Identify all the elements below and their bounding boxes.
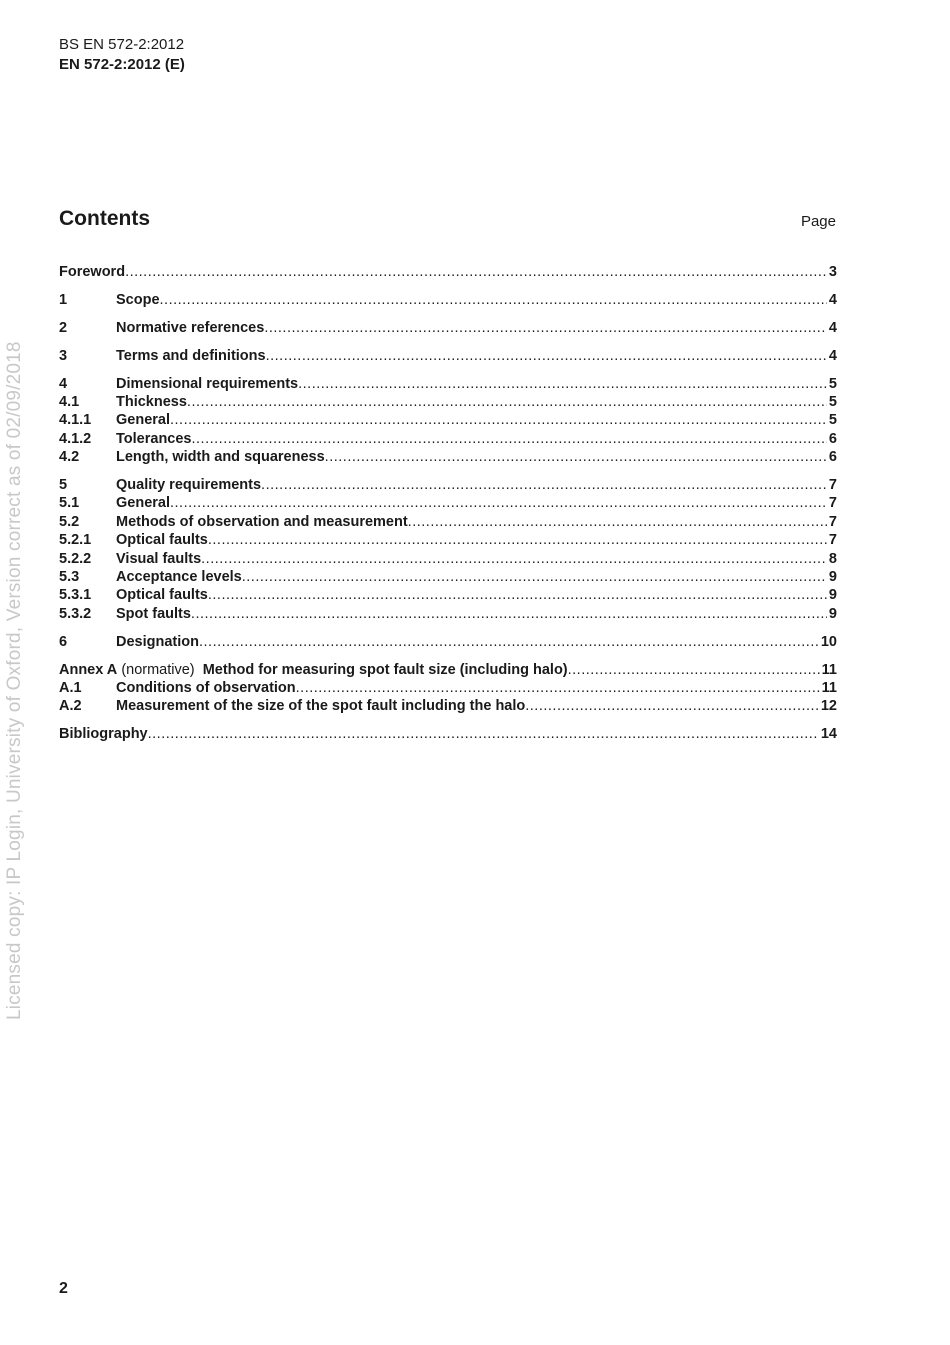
toc-leader bbox=[170, 495, 827, 511]
toc-entry-title: Tolerances bbox=[116, 430, 192, 447]
toc-entry-number: 4.1 bbox=[59, 393, 80, 410]
toc-entry-optical-faults-5-2-1[interactable] bbox=[59, 532, 837, 550]
toc-entry-number: 5.2.1 bbox=[59, 532, 92, 549]
toc-entry-number: 5.3 bbox=[59, 568, 80, 585]
toc-entry-page: 6 bbox=[828, 449, 837, 466]
toc-entry-page: 4 bbox=[828, 291, 837, 308]
toc-entry-scope[interactable] bbox=[59, 292, 837, 310]
document-code-en: EN 572-2:2012 (E) bbox=[59, 56, 185, 73]
toc-entry-page: 5 bbox=[828, 393, 837, 410]
toc-leader bbox=[525, 698, 819, 714]
toc-leader bbox=[296, 680, 820, 696]
toc-entry-number: 5.3.2 bbox=[59, 605, 92, 622]
toc-leader bbox=[298, 376, 827, 392]
toc-entry-title: Optical faults bbox=[116, 587, 208, 604]
toc-entry-number: 5.1 bbox=[59, 495, 80, 512]
toc-entry-title: Bibliography bbox=[59, 726, 148, 743]
toc-entry-page: 5 bbox=[828, 412, 837, 429]
contents-title: Contents bbox=[59, 207, 150, 230]
toc-leader bbox=[208, 587, 827, 603]
toc-entry-page: 14 bbox=[820, 726, 837, 743]
toc-entry-conditions-of-observation[interactable] bbox=[59, 680, 837, 698]
page-number: 2 bbox=[59, 1280, 68, 1297]
toc-entry-title: General bbox=[116, 495, 170, 512]
toc-entry-methods-of-observation[interactable] bbox=[59, 514, 837, 532]
toc-entry-visual-faults[interactable] bbox=[59, 551, 837, 569]
toc-entry-title: Spot faults bbox=[116, 605, 191, 622]
toc-entry-page: 7 bbox=[828, 513, 837, 530]
toc-entry-number: 4.1.2 bbox=[59, 430, 92, 447]
toc-leader bbox=[266, 348, 827, 364]
toc-entry-number: 2 bbox=[59, 319, 68, 336]
toc-leader bbox=[568, 662, 820, 678]
toc-entry-number: 6 bbox=[59, 633, 68, 650]
toc-leader bbox=[201, 551, 827, 567]
toc-entry-quality-requirements[interactable] bbox=[59, 477, 837, 495]
toc-entry-measurement-spot-fault[interactable] bbox=[59, 698, 837, 716]
toc-entry-page: 7 bbox=[828, 532, 837, 549]
toc-entry-title: Visual faults bbox=[116, 550, 202, 567]
toc-entry-dimensional-requirements[interactable] bbox=[59, 376, 837, 394]
toc-entry-title: Quality requirements bbox=[116, 477, 262, 494]
toc-entry-page: 11 bbox=[821, 661, 837, 678]
toc-entry-number: 4.1.1 bbox=[59, 412, 92, 429]
toc-entry-page: 4 bbox=[828, 319, 837, 336]
toc-entry-title: Acceptance levels bbox=[116, 568, 242, 585]
toc-leader bbox=[125, 264, 827, 280]
toc-leader bbox=[242, 569, 827, 585]
toc-entry-acceptance-levels[interactable] bbox=[59, 569, 837, 587]
toc-entry-page: 4 bbox=[828, 347, 837, 364]
license-watermark: Licensed copy: IP Login, University of Oxford, Version correct as of 02/09/2018 bbox=[4, 341, 25, 1020]
toc-entry-page: 3 bbox=[828, 264, 837, 280]
toc-entry-title: Optical faults bbox=[116, 532, 208, 549]
toc-leader bbox=[160, 292, 827, 308]
toc-entry-page: 9 bbox=[828, 587, 837, 604]
table-of-contents bbox=[59, 264, 837, 745]
toc-entry-page: 9 bbox=[828, 568, 837, 585]
toc-leader bbox=[187, 394, 827, 410]
annex-label: Annex A bbox=[59, 661, 118, 678]
toc-entry-page: 7 bbox=[828, 495, 837, 512]
toc-entry-page: 7 bbox=[828, 477, 837, 494]
toc-entry-optical-faults-5-3-1[interactable] bbox=[59, 587, 837, 605]
toc-entry-number: 1 bbox=[59, 291, 68, 308]
toc-entry-title: Terms and definitions bbox=[116, 347, 266, 364]
toc-entry-title: Scope bbox=[116, 291, 160, 308]
toc-leader bbox=[170, 412, 827, 428]
toc-entry-number: 4.2 bbox=[59, 449, 80, 466]
toc-entry-number: 5 bbox=[59, 477, 68, 494]
document-code: BS EN 572-2:2012 bbox=[59, 36, 185, 53]
toc-entry-title: Method for measuring spot fault size (including halo) bbox=[202, 661, 568, 678]
toc-entry-designation[interactable] bbox=[59, 634, 837, 652]
toc-entry-number: 5.2 bbox=[59, 513, 80, 530]
toc-entry-number: 5.2.2 bbox=[59, 550, 92, 567]
toc-entry-title: Conditions of observation bbox=[116, 679, 296, 696]
toc-entry-title: Dimensional requirements bbox=[116, 375, 299, 392]
toc-entry-annex-a[interactable] bbox=[59, 662, 837, 680]
toc-entry-number: A.2 bbox=[59, 698, 82, 715]
toc-entry-number: 3 bbox=[59, 347, 68, 364]
toc-entry-title: General bbox=[116, 412, 170, 429]
toc-entry-title: Designation bbox=[116, 633, 199, 650]
toc-entry-title: Methods of observation and measurement bbox=[116, 513, 408, 530]
toc-entry-page: 10 bbox=[820, 633, 837, 650]
page-column-label: Page bbox=[800, 213, 836, 230]
toc-leader bbox=[264, 320, 827, 336]
toc-leader bbox=[148, 726, 819, 742]
annex-type: (normative) bbox=[121, 661, 195, 678]
toc-entry-title: Length, width and squareness bbox=[116, 449, 325, 466]
toc-entry-normative-references[interactable] bbox=[59, 320, 837, 338]
toc-entry-title: Normative references bbox=[116, 319, 265, 336]
toc-leader bbox=[261, 477, 827, 493]
toc-entry-bibliography[interactable] bbox=[59, 726, 837, 744]
toc-entry-title: Measurement of the size of the spot fault including the halo bbox=[116, 698, 526, 715]
toc-leader bbox=[192, 431, 827, 447]
toc-entry-terms-and-definitions[interactable] bbox=[59, 348, 837, 366]
toc-entry-thickness[interactable] bbox=[59, 394, 837, 412]
toc-entry-title: Foreword bbox=[59, 264, 126, 280]
toc-leader bbox=[325, 449, 827, 465]
toc-entry-page: 12 bbox=[820, 698, 837, 715]
toc-entry-page: 9 bbox=[828, 605, 837, 622]
toc-leader bbox=[199, 634, 819, 650]
toc-entry-page: 6 bbox=[828, 430, 837, 447]
toc-entry-number: A.1 bbox=[59, 679, 82, 696]
toc-entry-foreword[interactable] bbox=[59, 264, 837, 282]
toc-entry-tolerances[interactable] bbox=[59, 431, 837, 449]
toc-entry-page: 11 bbox=[821, 679, 837, 696]
toc-entry-number: 5.3.1 bbox=[59, 587, 92, 604]
toc-entry-title: Thickness bbox=[116, 393, 187, 410]
toc-leader bbox=[208, 532, 827, 548]
toc-entry-page: 5 bbox=[828, 375, 837, 392]
toc-entry-general-5-1[interactable] bbox=[59, 495, 837, 513]
toc-leader bbox=[191, 606, 827, 622]
toc-entry-general-4-1-1[interactable] bbox=[59, 412, 837, 430]
toc-entry-page: 8 bbox=[828, 550, 837, 567]
toc-entry-length-width-squareness[interactable] bbox=[59, 449, 837, 467]
toc-leader bbox=[408, 514, 827, 530]
toc-entry-number: 4 bbox=[59, 375, 68, 392]
toc-entry-spot-faults[interactable] bbox=[59, 606, 837, 624]
